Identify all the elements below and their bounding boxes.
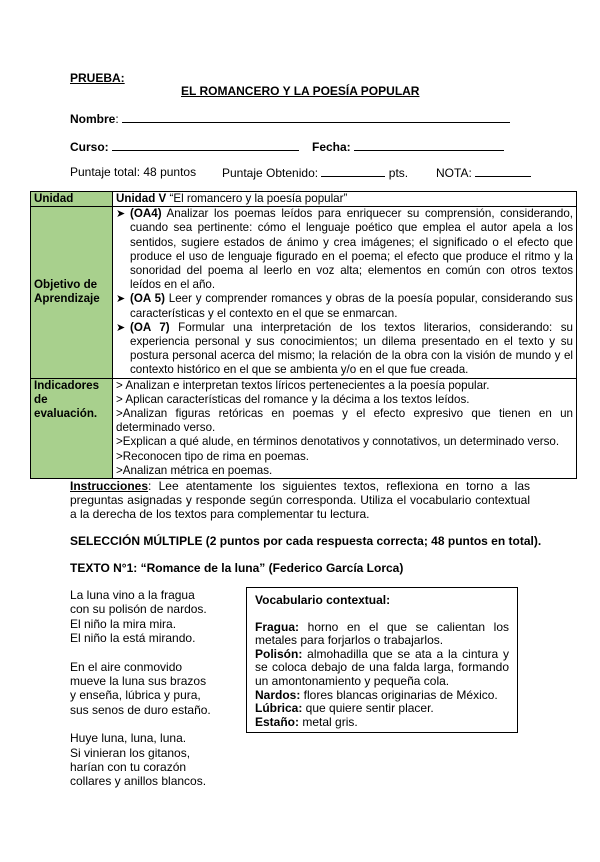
unidad-value-bold: Unidad V <box>116 192 167 205</box>
nota-field[interactable] <box>475 165 531 177</box>
unidad-value <box>113 192 577 207</box>
poem-verse: harían con tu corazón <box>70 760 187 775</box>
poem-verse: collares y anillos blancos. <box>70 774 207 789</box>
poem-verse: En el aire conmovido <box>70 659 183 674</box>
objective-code: (OA 7) <box>130 320 170 334</box>
vocab-term: Estaño: <box>255 714 300 729</box>
indicator-item: >Analizan figuras retóricas en poemas y el efecto expresivo que tienen en un determinado verso. <box>116 407 573 435</box>
instructions-label: Instrucciones <box>70 479 149 493</box>
indicadores-label: Indicadores de evaluación. <box>31 378 113 478</box>
vocab-definition: metal gris. <box>299 714 358 729</box>
vocab-term: Lúbrica: <box>255 701 303 716</box>
section-title: SELECCIÓN MÚLTIPLE (2 puntos por cada respuesta correcta; 48 puntos en total). <box>70 534 542 548</box>
unit-info-table <box>30 191 577 479</box>
objective-text: Leer y comprender romances y obras de la poesía popular, considerando sus características y el contexto en el que se enmarcan. <box>130 292 573 320</box>
curso-row <box>70 139 299 154</box>
text-title: TEXTO N°1: “Romance de la luna” (Federico García Lorca) <box>70 561 404 575</box>
arrow-bullet-icon: ➤ <box>116 293 126 306</box>
puntaje-obtenido-row <box>222 165 408 180</box>
indicator-item: >Analizan métrica en poemas. <box>116 463 273 477</box>
poem-verse: Huye luna, luna, luna. <box>70 731 187 746</box>
vocab-definition: almohadilla que se ata a la cintura y se coloca debajo de una falda larga, formando un amontonamiento y pequeña cola. <box>255 646 509 688</box>
objetivo-row <box>31 207 577 378</box>
objectives-cell <box>113 207 577 378</box>
indicadores-row <box>31 378 577 478</box>
puntaje-obtenido-label: Puntaje Obtenido: <box>222 166 319 180</box>
colon: : <box>115 112 119 126</box>
nombre-row <box>70 111 510 126</box>
poem-verse: sus senos de duro estaño. <box>70 702 211 717</box>
vocab-term: Fragua: <box>255 619 300 634</box>
poem <box>70 588 211 803</box>
unidad-value-rest: “El romancero y la poesía popular” <box>166 192 348 205</box>
nota-label: NOTA: <box>436 166 472 180</box>
vocab-term: Polisón: <box>255 646 303 661</box>
indicator-item: >Explican a qué alude, en términos denotativos y connotativos, un determinado verso. <box>116 435 560 449</box>
poem-stanza <box>70 588 211 646</box>
fecha-label: Fecha: <box>312 140 351 154</box>
poem-stanza <box>70 660 211 718</box>
poem-verse: El niño la está mirando. <box>70 631 196 646</box>
unidad-label: Unidad <box>31 192 113 207</box>
objetivo-label: Objetivo de Aprendizaje <box>31 207 113 378</box>
puntaje-total: Puntaje total: 48 puntos <box>70 165 197 179</box>
poem-verse: Si vinieran los gitanos, <box>70 745 191 760</box>
vocabulary-box <box>246 587 518 733</box>
objective-text: Formular una interpretación de los textos literarios, considerando: su experiencia personal y sus conocimientos; un dilema presentado en el texto y su postura personal acerca del mismo; la relación de la obra con la visión de mundo y el contexto histórico en el que se ambienta y/o en el que fue creada. <box>130 320 573 377</box>
objective-item <box>116 207 573 292</box>
pts-label: pts. <box>388 166 409 180</box>
indicator-item: > Analizan e interpretan textos líricos pertenecientes a la poesía popular. <box>116 378 490 392</box>
arrow-bullet-icon: ➤ <box>116 208 126 221</box>
nombre-field[interactable] <box>122 111 510 123</box>
nombre-label: Nombre <box>70 112 116 126</box>
fecha-row <box>312 139 504 154</box>
unidad-row <box>31 192 577 207</box>
vocabulary-entry <box>255 702 509 716</box>
fecha-field[interactable] <box>354 139 504 151</box>
vocab-definition: flores blancas originarias de México. <box>300 687 498 702</box>
nota-row <box>436 165 531 180</box>
arrow-bullet-icon: ➤ <box>116 321 126 334</box>
indicator-item: >Reconocen tipo de rima en poemas. <box>116 449 310 463</box>
objective-text: Analizar los poemas leídos para enriquecer su comprensión, considerando, cuando sea pertinente: cómo el lenguaje poético que emplea el autor apela a los sentidos, sugiere estados de ánimo y crea imágenes; el significado o el efecto que produce el uso de lenguaje figurado en el poema; el efecto que produce el ritmo y la sonoridad del poema al leerlo en voz alta; elementos en común con otros textos leídos en el año. <box>130 207 573 292</box>
vocabulary-entry <box>255 648 509 689</box>
prueba-label: PRUEBA: <box>70 71 125 85</box>
poem-verse: y enseña, lúbrica y pura, <box>70 688 201 703</box>
vocabulary-title: Vocabulario contextual: <box>255 593 391 607</box>
curso-label: Curso: <box>70 140 109 154</box>
instructions-text: : Lee atentamente los siguientes textos, reflexiona en torno a las preguntas asignadas y responde según corresponda. Utiliza el vocabulario contextual a la derecha de los textos para complementar tu lectura. <box>70 479 530 522</box>
indicators-cell <box>113 378 577 478</box>
objective-item <box>116 292 573 320</box>
objective-code: (OA 5) <box>130 292 165 306</box>
curso-field[interactable] <box>112 139 299 151</box>
poem-verse: con su polisón de nardos. <box>70 602 207 617</box>
vocab-term: Nardos: <box>255 687 301 702</box>
puntaje-obtenido-field[interactable] <box>321 165 385 177</box>
vocabulary-entry <box>255 621 509 648</box>
objective-code: (OA4) <box>130 207 162 221</box>
poem-verse: La luna vino a la fragua <box>70 588 195 602</box>
vocabulary-entry <box>255 716 509 730</box>
vocabulary-entry <box>255 689 509 703</box>
poem-stanza <box>70 731 211 789</box>
page-title: EL ROMANCERO Y LA POESÍA POPULAR <box>181 84 420 98</box>
instructions-paragraph <box>70 479 530 522</box>
poem-verse: mueve la luna sus brazos <box>70 674 207 689</box>
poem-verse: El niño la mira mira. <box>70 616 177 631</box>
objective-item <box>116 321 573 378</box>
indicator-item: > Aplican características del romance y la décima a los textos leídos. <box>116 392 470 406</box>
vocab-definition: que quiere sentir placer. <box>302 701 434 716</box>
vocab-definition: horno en el que se calientan los metales para forjarlos o trabajarlos. <box>255 619 509 648</box>
